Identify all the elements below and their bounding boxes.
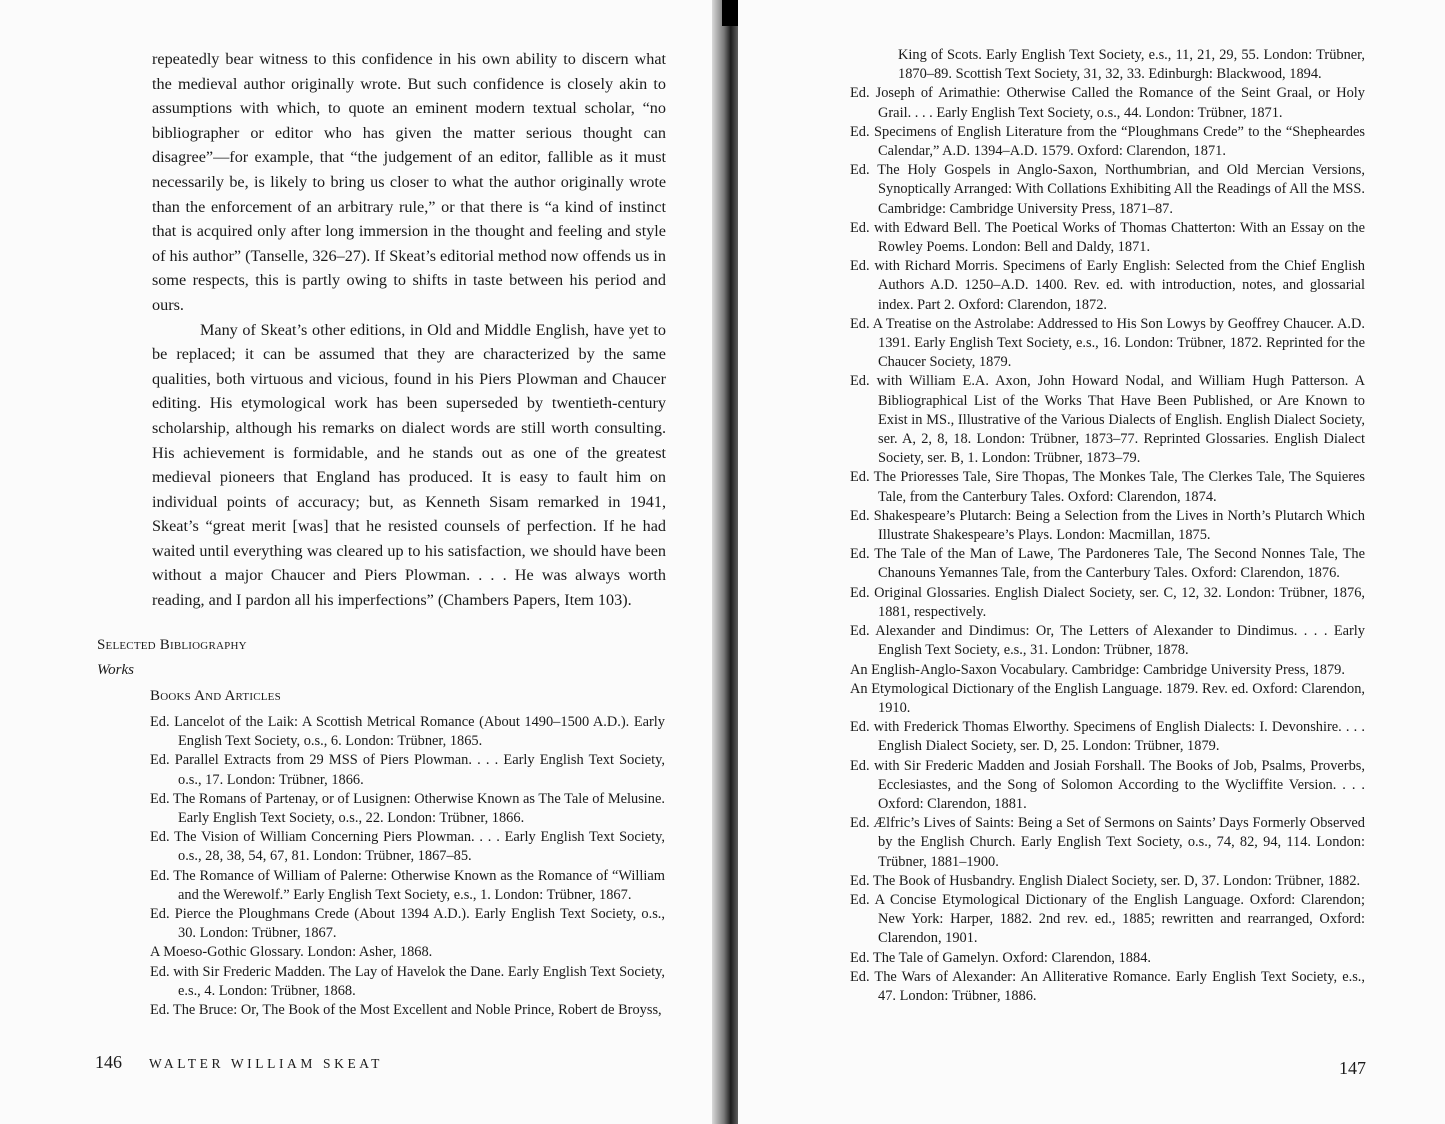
bib-entry: Ed. Lancelot of the Laik: A Scottish Metrical Romance (About 1490–1500 A.D.). Early English Text Society, o.s., 6. London: Trübner, 1865. [150,714,665,750]
bibliography-heading-text: Selected Bibliography [97,637,247,653]
bib-entry: Ed. Original Glossaries. English Dialect Society, ser. C, 12, 32. London: Trübner, 1876, 1881, respectively. [850,584,1365,620]
bib-entry: Ed. with William E.A. Axon, John Howard Nodal, and William Hugh Patterson. A Bibliographical List of the Works That Have Been Published, or Are Known to Exist in MS., Illustrative of the Various Dialects of English. English Dialect Society, ser. A, 2, 8, 18. London: Trübner, 1873–77. Reprinted Glossaries. English Dialect Society, ser. B, 1. London: Trübner, 1873–79. [850,373,1365,467]
books-heading-text: Books And Articles [150,688,281,704]
bib-entry: Ed. with Richard Morris. Specimens of Early English: Selected from the Chief English Authors A.D. 1250–A.D. 1400. Rev. ed. with introduction, notes, and glossarial index. Part 2. Oxford: Clarendon, 1872. [850,258,1365,313]
bibliography-heading [97,637,247,654]
bib-entry: Ed. The Prioresses Tale, Sire Thopas, The Monkes Tale, The Clerkes Tale, The Squieres Tale, from the Canterbury Tales. Oxford: Clarendon, 1874. [850,469,1365,505]
bib-entry: An Etymological Dictionary of the English Language. 1879. Rev. ed. Oxford: Clarendon, 1910. [850,680,1365,716]
left-page [0,0,722,1124]
books-heading [150,688,281,705]
bib-entry: Ed. The Bruce: Or, The Book of the Most Excellent and Noble Prince, Robert de Broyss, [150,1002,662,1019]
bib-entry-continuation: King of Scots. Early English Text Society, e.s., 11, 21, 29, 55. London: Trübner, 1870–89. Scottish Text Society, 31, 32, 33. Edinburgh: Blackwood, 1894. [898,47,1365,83]
bib-entry: Ed. A Treatise on the Astrolabe: Addressed to His Son Lowys by Geoffrey Chaucer. A.D. 1391. Early English Text Society, e.s., 16. London: Trübner, 1872. Reprinted for the Chaucer Society, 1879. [850,315,1365,371]
bib-entry: Ed. Specimens of English Literature from the “Ploughmans Crede” to the “Shepheardes Calendar,” A.D. 1394–A.D. 1579. Oxford: Clarendon, 1871. [850,123,1365,160]
bib-entry: Ed. Alexander and Dindimus: Or, The Letters of Alexander to Dindimus. . . . Early English Text Society, e.s., 31. London: Trübner, 1878. [850,623,1365,659]
bib-entry: Ed. with Sir Frederic Madden and Josiah Forshall. The Books of Job, Psalms, Proverbs, Ecclesiastes, and the Song of Solomon According to the Wycliffite Version. . . . Oxford: Clarendon, 1881. [850,757,1365,812]
body-text [152,47,666,613]
bib-entry: Ed. The Vision of William Concerning Piers Plowman. . . . Early English Text Society, o.s., 28, 38, 54, 67, 81. London: Trübner, 1867–85. [150,829,665,865]
page-number-right: 147 [1339,1058,1366,1078]
bibliography-list-right [850,46,1365,1006]
bib-entry: Ed. The Romance of William of Palerne: Otherwise Known as the Romance of “William and the Werewolf.” Early English Text Society, e.s., 1. London: Trübner, 1867. [150,867,665,903]
page-number-left: 146 [95,1052,122,1072]
running-head: WALTER WILLIAM SKEAT [149,1056,383,1071]
bib-entry: Ed. The Romans of Partenay, or of Lusignen: Otherwise Known as The Tale of Melusine. Early English Text Society, o.s., 22. London: Trübner, 1866. [150,790,665,827]
right-page [738,0,1445,1124]
bib-entry: Ed. A Concise Etymological Dictionary of the English Language. Oxford: Clarendon; New York: Harper, 1882. 2nd rev. ed., 1885; rewritten and rearranged, Oxford: Clarendon, 1901. [850,891,1365,947]
bib-entry: Ed. The Holy Gospels in Anglo-Saxon, Northumbrian, and Old Mercian Versions, Synoptically Arranged: With Collations Exhibiting All the Readings of All the MSS. Cambridge: Cambridge University Press, 1871–87. [850,162,1365,217]
bib-entry: Ed. Parallel Extracts from 29 MSS of Piers Plowman. . . . Early English Text Society, o.s., 17. London: Trübner, 1866. [150,752,665,788]
bib-entry: Ed. The Tale of the Man of Lawe, The Pardoneres Tale, The Second Nonnes Tale, The Chanouns Yemannes Tale, from the Canterbury Tales. Oxford: Clarendon, 1876. [850,546,1365,582]
bibliography-list-left [150,713,665,1020]
bib-entry: Ed. Ælfric’s Lives of Saints: Being a Set of Sermons on Saints’ Days Formerly Observed by the English Church. Early English Text Society, o.s., 74, 82, 94, 114. London: Trübner, 1881–1900. [850,815,1365,870]
bib-entry: Ed. Joseph of Arimathie: Otherwise Called the Romance of the Seint Graal, or Holy Grail. . . . Early English Text Society, o.s., 44. London: Trübner, 1871. [850,85,1365,121]
bib-entry: An English-Anglo-Saxon Vocabulary. Cambridge: Cambridge University Press, 1879. [850,661,1345,678]
bib-entry: Ed. The Tale of Gamelyn. Oxford: Clarendon, 1884. [850,949,1151,966]
works-heading: Works [97,662,134,678]
bib-entry: Ed. Pierce the Ploughmans Crede (About 1394 A.D.). Early English Text Society, o.s., 30. London: Trübner, 1867. [150,906,665,942]
bib-entry: A Moeso-Gothic Glossary. London: Asher, 1868. [150,944,433,961]
bib-entry: Ed. with Edward Bell. The Poetical Works of Thomas Chatterton: With an Essay on the Rowley Poems. London: Bell and Daldy, 1871. [850,219,1365,256]
bib-entry: Ed. with Sir Frederic Madden. The Lay of Havelok the Dane. Early English Text Society, e.s., 4. London: Trübner, 1868. [150,963,665,999]
paragraph: Many of Skeat’s other editions, in Old and Middle English, have yet to be replaced; it can be assumed that they are characterized by the same qualities, both virtuous and vicious, found in his Piers Plowman and Chaucer editing. His etymological work has been superseded by twentieth-century scholarship, although his remarks on dialect words are still worth consulting. His achievement is formidable, and he stands out as one of the greatest medieval pioneers that England has produced. It is easy to fault him on individual points of accuracy; but, as Kenneth Sisam remarked in 1941, Skeat’s “great merit [was] that he resisted counsels of perfection. If he had waited until everything was cleared up to his satisfaction, we should have been without a major Chaucer and Piers Plowman. . . . He was always worth reading, and I pardon all his imperfections” (Chambers Papers, Item 103). [152,320,666,610]
paragraph: repeatedly bear witness to this confidence in his own ability to discern what the medieval author originally wrote. But such confidence is closely akin to assumptions with which, to quote an eminent modern textual scholar, “no bibliographer or editor who has given the matter serious thought can disagree”—for example, that “the judgement of an editor, fallible as it must necessarily be, is likely to bring us closer to what the author originally wrote than the enforcement of an arbitrary rule,” or that there is “a kind of instinct that is acquired only after long immersion in the thought and feeling and style of his author” (Tanselle, 326–27). If Skeat’s editorial method now offends us in some respects, this is partly owing to shifts in taste between his period and ours. [152,50,666,314]
bib-entry: Ed. with Frederick Thomas Elworthy. Specimens of English Dialects: I. Devonshire. . . . English Dialect Society, ser. D, 25. London: Trübner, 1879. [850,719,1365,755]
bib-entry: Ed. The Book of Husbandry. English Dialect Society, ser. D, 37. London: Trübner, 1882. [850,872,1361,889]
bib-entry: Ed. Shakespeare’s Plutarch: Being a Selection from the Lives in North’s Plutarch Which Illustrate Shakespeare’s Plays. London: Macmillan, 1875. [850,507,1365,544]
bib-entry: Ed. The Wars of Alexander: An Alliterative Romance. Early English Text Society, e.s., 47. London: Trübner, 1886. [850,968,1365,1004]
